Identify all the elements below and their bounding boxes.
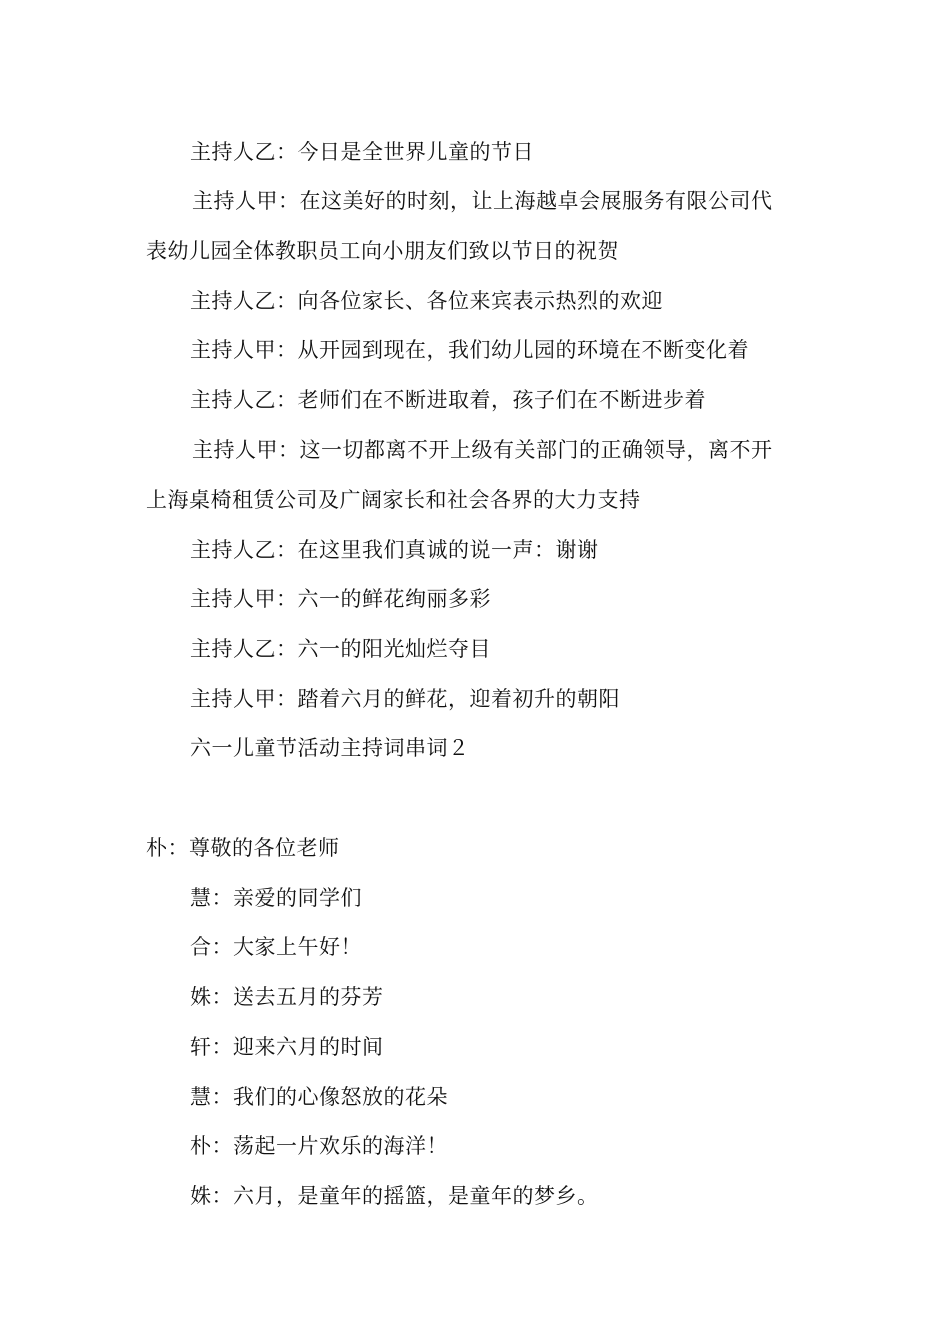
text-line: 主持人乙：六一的阳光灿烂夺目 xyxy=(190,637,491,661)
text-line: 姝：六月，是童年的摇篮，是童年的梦乡。 xyxy=(190,1184,599,1208)
section-title: 六一儿童节活动主持词串词２ xyxy=(190,736,470,760)
text-line: 姝：送去五月的芬芳 xyxy=(190,985,384,1009)
text-line: 主持人甲：在这美好的时刻，让上海越卓会展服务有限公司代 xyxy=(192,189,773,213)
text-line: 主持人甲：这一切都离不开上级有关部门的正确领导，离不开 xyxy=(192,438,773,462)
text-line: 表幼儿园全体教职员工向小朋友们致以节日的祝贺 xyxy=(146,239,619,263)
text-line: 主持人乙：今日是全世界儿童的节日 xyxy=(190,140,534,164)
text-line: 慧：亲爱的同学们 xyxy=(190,886,362,910)
text-line: 上海桌椅租赁公司及广阔家长和社会各界的大力支持 xyxy=(146,488,641,512)
text-line: 主持人甲：踏着六月的鲜花，迎着初升的朝阳 xyxy=(190,687,620,711)
text-line: 朴：尊敬的各位老师 xyxy=(146,836,340,860)
text-line: 主持人甲：从开园到现在，我们幼儿园的环境在不断变化着 xyxy=(190,338,749,362)
text-line: 慧：我们的心像怒放的花朵 xyxy=(190,1085,448,1109)
text-line: 合：大家上午好！ xyxy=(190,935,362,959)
text-line: 主持人乙：在这里我们真诚的说一声：谢谢 xyxy=(190,538,599,562)
text-line: 朴：荡起一片欢乐的海洋！ xyxy=(190,1134,448,1158)
text-line: 主持人乙：老师们在不断进取着，孩子们在不断进步着 xyxy=(190,388,706,412)
text-line: 主持人甲：六一的鲜花绚丽多彩 xyxy=(190,587,491,611)
text-line: 轩：迎来六月的时间 xyxy=(190,1035,384,1059)
text-line: 主持人乙：向各位家长、各位来宾表示热烈的欢迎 xyxy=(190,289,663,313)
